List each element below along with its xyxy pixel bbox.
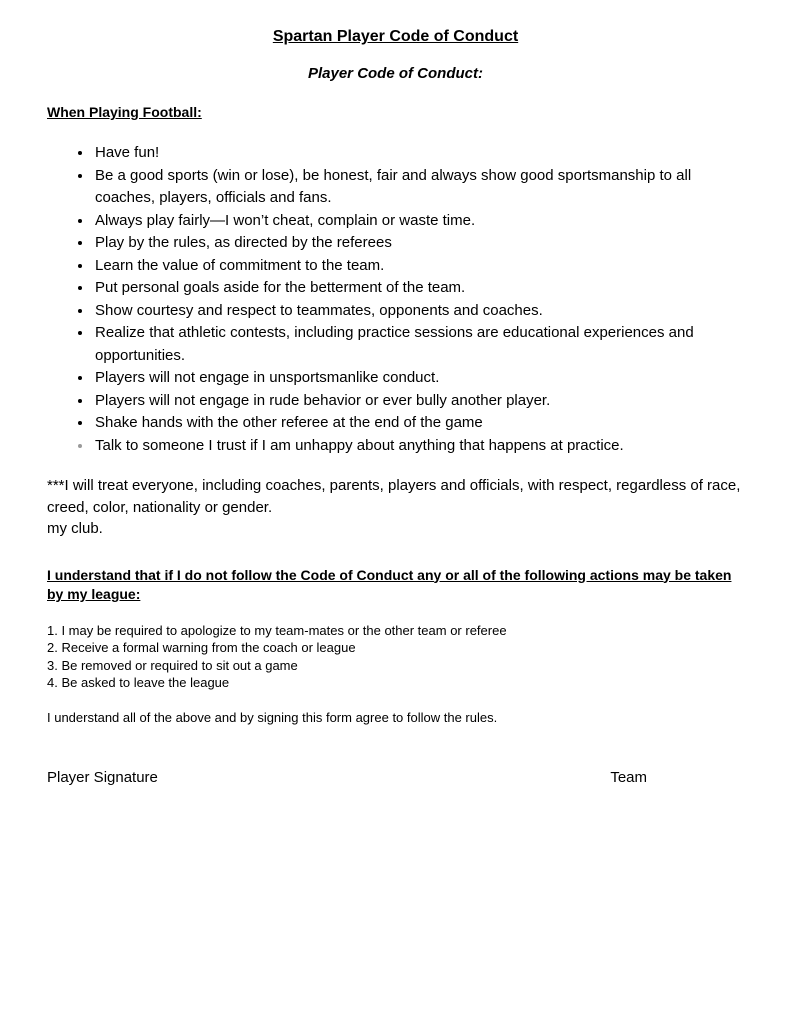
respect-paragraph: ***I will treat everyone, including coaches, parents, players and officials, with respect, regardless of race, creed, color, nationality or gender.: [47, 477, 741, 516]
code-of-conduct-bullet-list: [47, 142, 744, 457]
section-heading-when-playing-football: When Playing Football:: [47, 104, 202, 120]
consequence-item: 3. Be removed or required to sit out a game: [47, 657, 298, 673]
bullet-item: • Players will not engage in rude behavior or ever bully another player.: [93, 390, 744, 413]
bullet-item: • Learn the value of commitment to the team.: [93, 255, 744, 278]
bullet-item: • Talk to someone I trust if I am unhappy about anything that happens at practice.: [93, 435, 744, 458]
document-subtitle: Player Code of Conduct:: [307, 65, 483, 82]
bullet-item: • Shake hands with the other referee at the end of the game: [93, 412, 744, 435]
bullet-item: • Players will not engage in unsportsmanlike conduct.: [93, 367, 744, 390]
bullet-item: • Be a good sports (win or lose), be honest, fair and always show good sportsmanship to all coaches, players, officials and fans.: [93, 165, 744, 210]
bullet-item: • Show courtesy and respect to teammates, opponents and coaches.: [93, 300, 744, 323]
bullet-item: • Play by the rules, as directed by the referees: [93, 232, 744, 255]
consequences-heading: I understand that if I do not follow the Code of Conduct any or all of the following actions may be taken by my league:: [47, 566, 732, 602]
bullet-item: • Have fun!: [93, 142, 744, 165]
consequence-item: 4. Be asked to leave the league: [47, 675, 230, 690]
consequences-list: [47, 622, 744, 692]
consequence-item: 1. I may be required to apologize to my team-mates or the other team or referee: [47, 622, 507, 638]
bullet-item: • Always play fairly—I won’t cheat, complain or waste time.: [93, 210, 744, 233]
team-label: Team: [610, 768, 647, 786]
bullet-item: • Realize that athletic contests, including practice sessions are educational experiences and opportunities.: [93, 322, 744, 367]
bullet-item: • Put personal goals aside for the betterment of the team.: [93, 277, 744, 300]
document-title: Spartan Player Code of Conduct: [272, 28, 519, 45]
my-club-line: my club.: [47, 520, 103, 537]
consequence-item: 2. Receive a formal warning from the coach or league: [47, 640, 356, 655]
player-signature-label: Player Signature: [47, 768, 158, 786]
signature-row: [47, 769, 744, 786]
agreement-line: I understand all of the above and by signing this form agree to follow the rules.: [47, 709, 498, 725]
